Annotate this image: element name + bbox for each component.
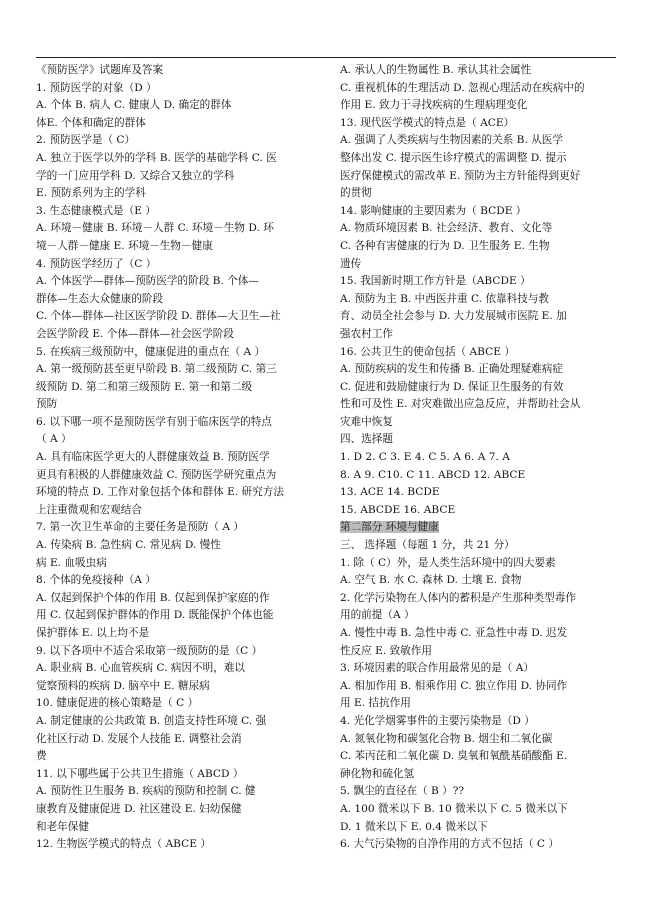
text-line: 觉察预料的疾病 D. 脑卒中 E. 糖尿病 bbox=[36, 679, 210, 692]
text-line: 的贯彻 bbox=[340, 187, 372, 200]
doc-title: 《预防医学》试题库及答案 bbox=[36, 64, 164, 76]
section-heading: 三、 选择题（每题 1 分，共 21 分） bbox=[340, 539, 515, 552]
text-line: 灾难中恢复 bbox=[340, 415, 393, 428]
text-line: A. 环境－健康 B. 环境－人群 C. 环境－生物 D. 环 bbox=[36, 222, 274, 235]
section-heading: 四、选择题 bbox=[340, 433, 393, 446]
text-line: 1. 除（ C）外，是人类生活环境中的四大要素 bbox=[340, 556, 556, 569]
text-line: 用 E. 拮抗作用 bbox=[340, 697, 411, 710]
answer-line: 13. ACE 14. BCDE bbox=[340, 486, 440, 499]
text-line: 群体—生态大众健康的阶段 bbox=[36, 292, 164, 305]
text-line: C. 个体—群体—社区医学阶段 D. 群体—大卫生—社 bbox=[36, 310, 281, 323]
text-line: A. 慢性中毒 B. 急性中毒 C. 亚急性中毒 D. 迟发 bbox=[340, 627, 568, 639]
text-line: 康教育及健康促进 D. 社区建设 E. 妇幼保健 bbox=[36, 802, 242, 815]
text-line: 13. 现代医学模式的特点是（ ACE） bbox=[340, 116, 515, 129]
text-line: 体E. 个体和确定的群体 bbox=[36, 116, 146, 129]
text-line: 作用 E. 致力于寻找疾病的生理病理变化 bbox=[340, 99, 528, 112]
text-line: 费 bbox=[36, 750, 47, 763]
text-line: 性和可及性 E. 对灾难做出应急反应，并帮助社会从 bbox=[340, 398, 581, 411]
text-line: A. 预防性卫生服务 B. 疾病的预防和控制 C. 健 bbox=[36, 785, 256, 798]
text-line: 学的一门应用学科 D. 又综合又独立的学科 bbox=[36, 169, 235, 182]
text-line: E. 预防系列为主的学科 bbox=[36, 187, 146, 200]
text-line: A. 第一级预防甚至更早阶段 B. 第二级预防 C. 第三 bbox=[36, 363, 277, 376]
text-line: 3. 生态健康模式是（E ） bbox=[36, 204, 156, 217]
text-line: 预防 bbox=[36, 398, 58, 411]
text-line: 4. 光化学烟雾事件的主要污染物是（D ） bbox=[340, 714, 535, 727]
text-line: 16. 公共卫生的使命包括（ ABCE ） bbox=[340, 345, 515, 358]
text-line: 6. 大气污染物的自净作用的方式不包括（ C ） bbox=[340, 838, 560, 851]
text-line: A. 物质环境因素 B. 社会经济、教育、文化等 bbox=[340, 222, 553, 235]
text-line: 医疗保健模式的需改革 E. 预防为主方针能得到更好 bbox=[340, 169, 581, 182]
text-line: A. 传染病 B. 急性病 C. 常见病 D. 慢性 bbox=[36, 539, 221, 552]
text-line: A. 职业病 B. 心血管疾病 C. 病因不明，难以 bbox=[36, 662, 246, 675]
text-line: 砷化物和硫化氢 bbox=[340, 767, 415, 780]
text-line: 12. 生物医学模式的特点（ ABCE ） bbox=[36, 838, 211, 851]
text-line: 环境的特点 D. 工作对象包括个体和群体 E. 研究方法 bbox=[36, 486, 284, 499]
text-line: 7. 第一次卫生革命的主要任务是预防（ A ） bbox=[36, 521, 244, 534]
text-line: 5. 飘尘的直径在（ B ）?? bbox=[340, 785, 465, 798]
text-line: 14. 影响健康的主要因素为（ BCDE ） bbox=[340, 204, 527, 217]
text-line: 11. 以下哪些属于公共卫生措施（ ABCD ） bbox=[36, 767, 244, 780]
text-line: 5. 在疾病三级预防中，健康促进的重点在（ A ） bbox=[36, 345, 266, 358]
text-line: 上注重微观和宏观结合 bbox=[36, 503, 142, 516]
text-line: 级预防 D. 第二和第三级预防 E. 第一和第二级 bbox=[36, 380, 253, 393]
answer-line: 15. ABCDE 16. ABCE bbox=[340, 503, 456, 516]
text-line: 整体出发 C. 提示医生诊疗模式的需调整 D. 提示 bbox=[340, 151, 567, 164]
text-line: A. 承认人的生物属性 B. 承认其社会属性 bbox=[340, 64, 532, 76]
text-line: 2. 预防医学是（ C） bbox=[36, 134, 136, 147]
text-line: C. 促进和鼓励健康行为 D. 保证卫生服务的有效 bbox=[340, 380, 564, 393]
text-line: 6. 以下哪一项不是预防医学有别于临床医学的特点 bbox=[36, 415, 272, 428]
part-heading bbox=[340, 519, 616, 537]
text-line: 2. 化学污染物在人体内的蓄积是产生那种类型毒作 bbox=[340, 591, 576, 604]
right-column bbox=[340, 62, 616, 854]
text-line: A. 个体 B. 病人 C. 健康人 D. 确定的群体 bbox=[36, 99, 232, 112]
text-line: C. 各种有害健康的行为 D. 卫生服务 E. 生物 bbox=[340, 239, 550, 252]
text-line: 15. 我国新时期工作方针是（ABCDE ） bbox=[340, 275, 531, 288]
text-line: 用的前提（A ） bbox=[340, 609, 415, 622]
text-line: 3. 环境因素的联合作用最常见的是（ A） bbox=[340, 662, 534, 675]
text-line: 境－人群－健康 E. 环境－生物－健康 bbox=[36, 239, 213, 252]
text-line: 和老年保健 bbox=[36, 820, 89, 833]
text-line: A. 独立于医学以外的学科 B. 医学的基础学科 C. 医 bbox=[36, 151, 277, 164]
text-line: 9. 以下各项中不适合采取第一级预防的是（C ） bbox=[36, 644, 263, 657]
text-line: （ A ） bbox=[36, 433, 72, 446]
answer-line: 1. D 2. C 3. E 4. C 5. A 6. A 7. A bbox=[340, 451, 510, 464]
text-line: A. 仅起到保护个体的作用 B. 仅起到保护家庭的作 bbox=[36, 591, 270, 604]
text-line: D. 1 微米以下 E. 0.4 微米以下 bbox=[340, 820, 488, 833]
text-line: 8. 个体的免疫接种（A ） bbox=[36, 574, 156, 587]
text-line: A. 预防疾病的发生和传播 B. 正确处理疑难病症 bbox=[340, 363, 563, 376]
text-line: 1. 预防医学的对象（D ） bbox=[36, 81, 157, 94]
header-rule bbox=[36, 57, 616, 58]
text-line: 用 C. 仅起到保护群体的作用 D. 既能保护个体也能 bbox=[36, 609, 274, 622]
text-line: 保护群体 E. 以上均不是 bbox=[36, 627, 150, 639]
text-line: A. 氮氧化物和碳氢化合物 B. 烟尘和二氧化碳 bbox=[340, 732, 553, 745]
text-line: C. 重视机体的生理活动 D. 忽视心理活动在疾病中的 bbox=[340, 81, 585, 94]
text-line: 强农村工作 bbox=[340, 327, 393, 340]
text-line: 病 E. 血吸虫病 bbox=[36, 556, 107, 569]
part-heading-text: 第二部分 环境与健康 bbox=[340, 521, 439, 534]
text-line: A. 强调了人类疾病与生物因素的关系 B. 从医学 bbox=[340, 134, 563, 147]
text-line: A. 预防为主 B. 中西医并重 C. 依靠科技与教 bbox=[340, 292, 550, 305]
text-line: 10. 健康促进的核心策略是（ C ） bbox=[36, 697, 199, 710]
text-line: 性反应 E. 致敏作用 bbox=[340, 644, 432, 657]
text-line: A. 具有临床医学更大的人群健康效益 B. 预防医学 bbox=[36, 451, 270, 464]
text-line: 会医学阶段 E. 个体—群体—社会医学阶段 bbox=[36, 327, 234, 340]
left-column bbox=[36, 62, 321, 854]
text-line: 育、动员全社会参与 D. 大力发展城市医院 E. 加 bbox=[340, 310, 567, 323]
text-line: A. 空气 B. 水 C. 森林 D. 土壤 E. 食物 bbox=[340, 574, 522, 587]
text-line: A. 100 微米以下 B. 10 微米以下 C. 5 微米以下 bbox=[340, 802, 568, 815]
text-line: A. 制定健康的公共政策 B. 创造支持性环境 C. 强 bbox=[36, 714, 267, 727]
text-line: 4. 预防医学经历了（C ） bbox=[36, 257, 157, 270]
text-line: A. 相加作用 B. 相乘作用 C. 独立作用 D. 协同作 bbox=[340, 679, 568, 692]
text-line: 化社区行动 D. 发展个人技能 E. 调整社会消 bbox=[36, 732, 242, 745]
text-line: A. 个体医学—群体—预防医学的阶段 B. 个体— bbox=[36, 275, 259, 288]
text-line: 更具有积极的人群健康效益 C. 预防医学研究重点为 bbox=[36, 468, 277, 481]
answer-line: 8. A 9. C10. C 11. ABCD 12. ABCE bbox=[340, 468, 526, 481]
text-line: C. 苯丙芘和二氧化碳 D. 臭氧和氧酰基硝酸酯 E. bbox=[340, 750, 568, 763]
text-line: 遗传 bbox=[340, 257, 362, 270]
